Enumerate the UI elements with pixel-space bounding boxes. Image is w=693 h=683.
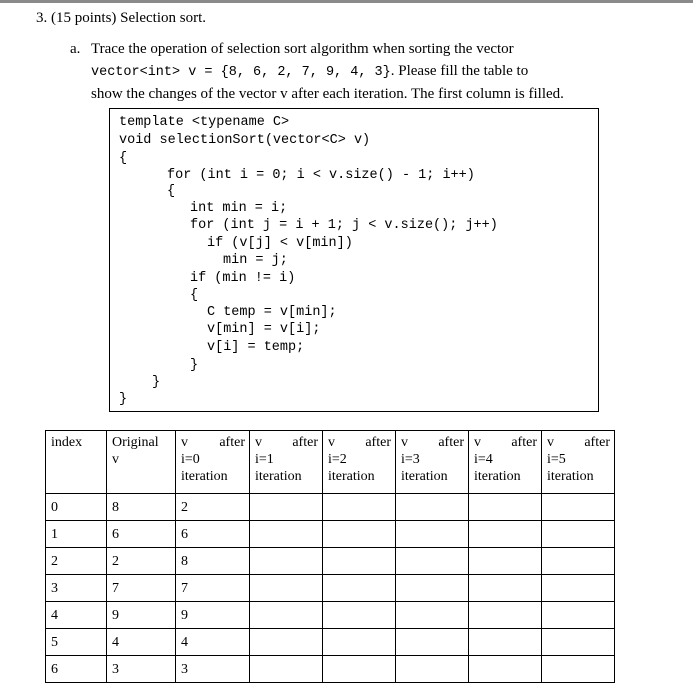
header-i: i=0 <box>181 452 200 467</box>
cell-empty[interactable] <box>323 494 396 521</box>
code-line: { <box>167 184 176 199</box>
code-line: } <box>190 358 199 373</box>
cell-index: 1 <box>46 521 107 548</box>
trace-table <box>45 430 615 683</box>
cell-empty[interactable] <box>469 602 542 629</box>
code-line: for (int i = 0; i < v.size() - 1; i++) <box>167 168 475 183</box>
code-line: v[i] = temp; <box>207 340 305 355</box>
cell-empty[interactable] <box>469 575 542 602</box>
code-line: if (min != i) <box>190 271 296 286</box>
code-box <box>109 108 599 412</box>
table-row <box>46 521 615 548</box>
cell-original: 4 <box>107 629 176 656</box>
cell-i0: 9 <box>176 602 250 629</box>
cell-empty[interactable] <box>396 548 469 575</box>
header-original <box>107 431 176 494</box>
vector-code: vector<int> v = {8, 6, 2, 7, 9, 4, 3} <box>91 65 391 80</box>
cell-empty[interactable] <box>323 548 396 575</box>
table-header-row <box>46 431 615 494</box>
header-i: i=3 <box>401 452 420 467</box>
header-original-v: v <box>112 452 119 467</box>
table-row <box>46 602 615 629</box>
cell-empty[interactable] <box>542 575 615 602</box>
code-line: min = j; <box>223 253 288 268</box>
header-v: v <box>255 435 262 450</box>
cell-empty[interactable] <box>250 602 323 629</box>
cell-empty[interactable] <box>469 494 542 521</box>
header-iteration-word: iteration <box>547 469 594 484</box>
header-iteration-word: iteration <box>255 469 302 484</box>
cell-empty[interactable] <box>469 656 542 683</box>
header-iteration-5 <box>542 431 615 494</box>
cell-empty[interactable] <box>323 521 396 548</box>
cell-index: 4 <box>46 602 107 629</box>
header-v: v <box>328 435 335 450</box>
cell-i0: 2 <box>176 494 250 521</box>
cell-empty[interactable] <box>542 521 615 548</box>
header-v: v <box>401 435 408 450</box>
code-line: int min = i; <box>190 201 288 216</box>
cell-empty[interactable] <box>250 548 323 575</box>
cell-original: 6 <box>107 521 176 548</box>
cell-empty[interactable] <box>396 575 469 602</box>
header-iteration-0 <box>176 431 250 494</box>
cell-index: 6 <box>46 656 107 683</box>
header-original-label: Original <box>112 435 159 450</box>
cell-empty[interactable] <box>542 656 615 683</box>
code-line: template <typename C> <box>119 115 290 130</box>
cell-empty[interactable] <box>250 575 323 602</box>
code-line: { <box>119 151 128 166</box>
table-row <box>46 656 615 683</box>
cell-original: 9 <box>107 602 176 629</box>
cell-i0: 6 <box>176 521 250 548</box>
cell-empty[interactable] <box>396 602 469 629</box>
cell-empty[interactable] <box>542 629 615 656</box>
cell-empty[interactable] <box>250 521 323 548</box>
header-after: after <box>365 435 391 450</box>
cell-i0: 8 <box>176 548 250 575</box>
code-line: C temp = v[min]; <box>207 305 337 320</box>
code-line: for (int j = i + 1; j < v.size(); j++) <box>190 218 498 233</box>
cell-empty[interactable] <box>469 521 542 548</box>
cell-index: 2 <box>46 548 107 575</box>
cell-original: 2 <box>107 548 176 575</box>
cell-index: 5 <box>46 629 107 656</box>
header-iteration-2 <box>323 431 396 494</box>
cell-empty[interactable] <box>396 629 469 656</box>
header-iteration-3 <box>396 431 469 494</box>
table-row <box>46 575 615 602</box>
header-index <box>46 431 107 494</box>
header-i: i=5 <box>547 452 566 467</box>
cell-i0: 3 <box>176 656 250 683</box>
header-iteration-word: iteration <box>401 469 448 484</box>
cell-i0: 4 <box>176 629 250 656</box>
top-rule <box>0 0 693 3</box>
table-row <box>46 494 615 521</box>
header-after: after <box>584 435 610 450</box>
header-after: after <box>438 435 464 450</box>
header-i: i=1 <box>255 452 274 467</box>
cell-empty[interactable] <box>396 521 469 548</box>
cell-empty[interactable] <box>323 602 396 629</box>
cell-empty[interactable] <box>250 494 323 521</box>
instruction-line-3: show the changes of the vector v after each iteration. The first column is filled. <box>91 86 564 102</box>
cell-empty[interactable] <box>323 575 396 602</box>
header-v: v <box>474 435 481 450</box>
code-line: } <box>152 375 161 390</box>
instruction-line-1: Trace the operation of selection sort algorithm when sorting the vector <box>91 41 514 57</box>
header-after: after <box>219 435 245 450</box>
header-iteration-word: iteration <box>328 469 375 484</box>
cell-empty[interactable] <box>542 494 615 521</box>
cell-empty[interactable] <box>250 629 323 656</box>
header-after: after <box>292 435 318 450</box>
cell-empty[interactable] <box>396 656 469 683</box>
cell-empty[interactable] <box>469 629 542 656</box>
part-label: a. <box>70 41 81 57</box>
cell-index: 3 <box>46 575 107 602</box>
cell-original: 8 <box>107 494 176 521</box>
cell-empty[interactable] <box>396 494 469 521</box>
cell-index: 0 <box>46 494 107 521</box>
header-iteration-4 <box>469 431 542 494</box>
header-iteration-1 <box>250 431 323 494</box>
cell-empty[interactable] <box>323 656 396 683</box>
question-heading: 3. (15 points) Selection sort. <box>36 10 206 26</box>
instruction-line-2-text: . Please fill the table to <box>390 63 529 79</box>
table-row <box>46 629 615 656</box>
header-v: v <box>547 435 554 450</box>
header-i: i=2 <box>328 452 347 467</box>
code-line: { <box>190 288 199 303</box>
cell-empty[interactable] <box>542 602 615 629</box>
code-line: } <box>119 392 128 407</box>
header-index-label: index <box>51 435 83 450</box>
header-v: v <box>181 435 188 450</box>
header-i: i=4 <box>474 452 493 467</box>
cell-original: 3 <box>107 656 176 683</box>
cell-empty[interactable] <box>250 656 323 683</box>
cell-empty[interactable] <box>542 548 615 575</box>
header-iteration-word: iteration <box>474 469 521 484</box>
code-line: void selectionSort(vector<C> v) <box>119 133 371 148</box>
table-row <box>46 548 615 575</box>
header-after: after <box>511 435 537 450</box>
cell-empty[interactable] <box>323 629 396 656</box>
cell-empty[interactable] <box>469 548 542 575</box>
cell-original: 7 <box>107 575 176 602</box>
code-line: if (v[j] < v[min]) <box>207 236 353 251</box>
cell-i0: 7 <box>176 575 250 602</box>
instruction-line-2 <box>91 63 621 80</box>
code-line: v[min] = v[i]; <box>207 322 321 337</box>
header-iteration-word: iteration <box>181 469 228 484</box>
